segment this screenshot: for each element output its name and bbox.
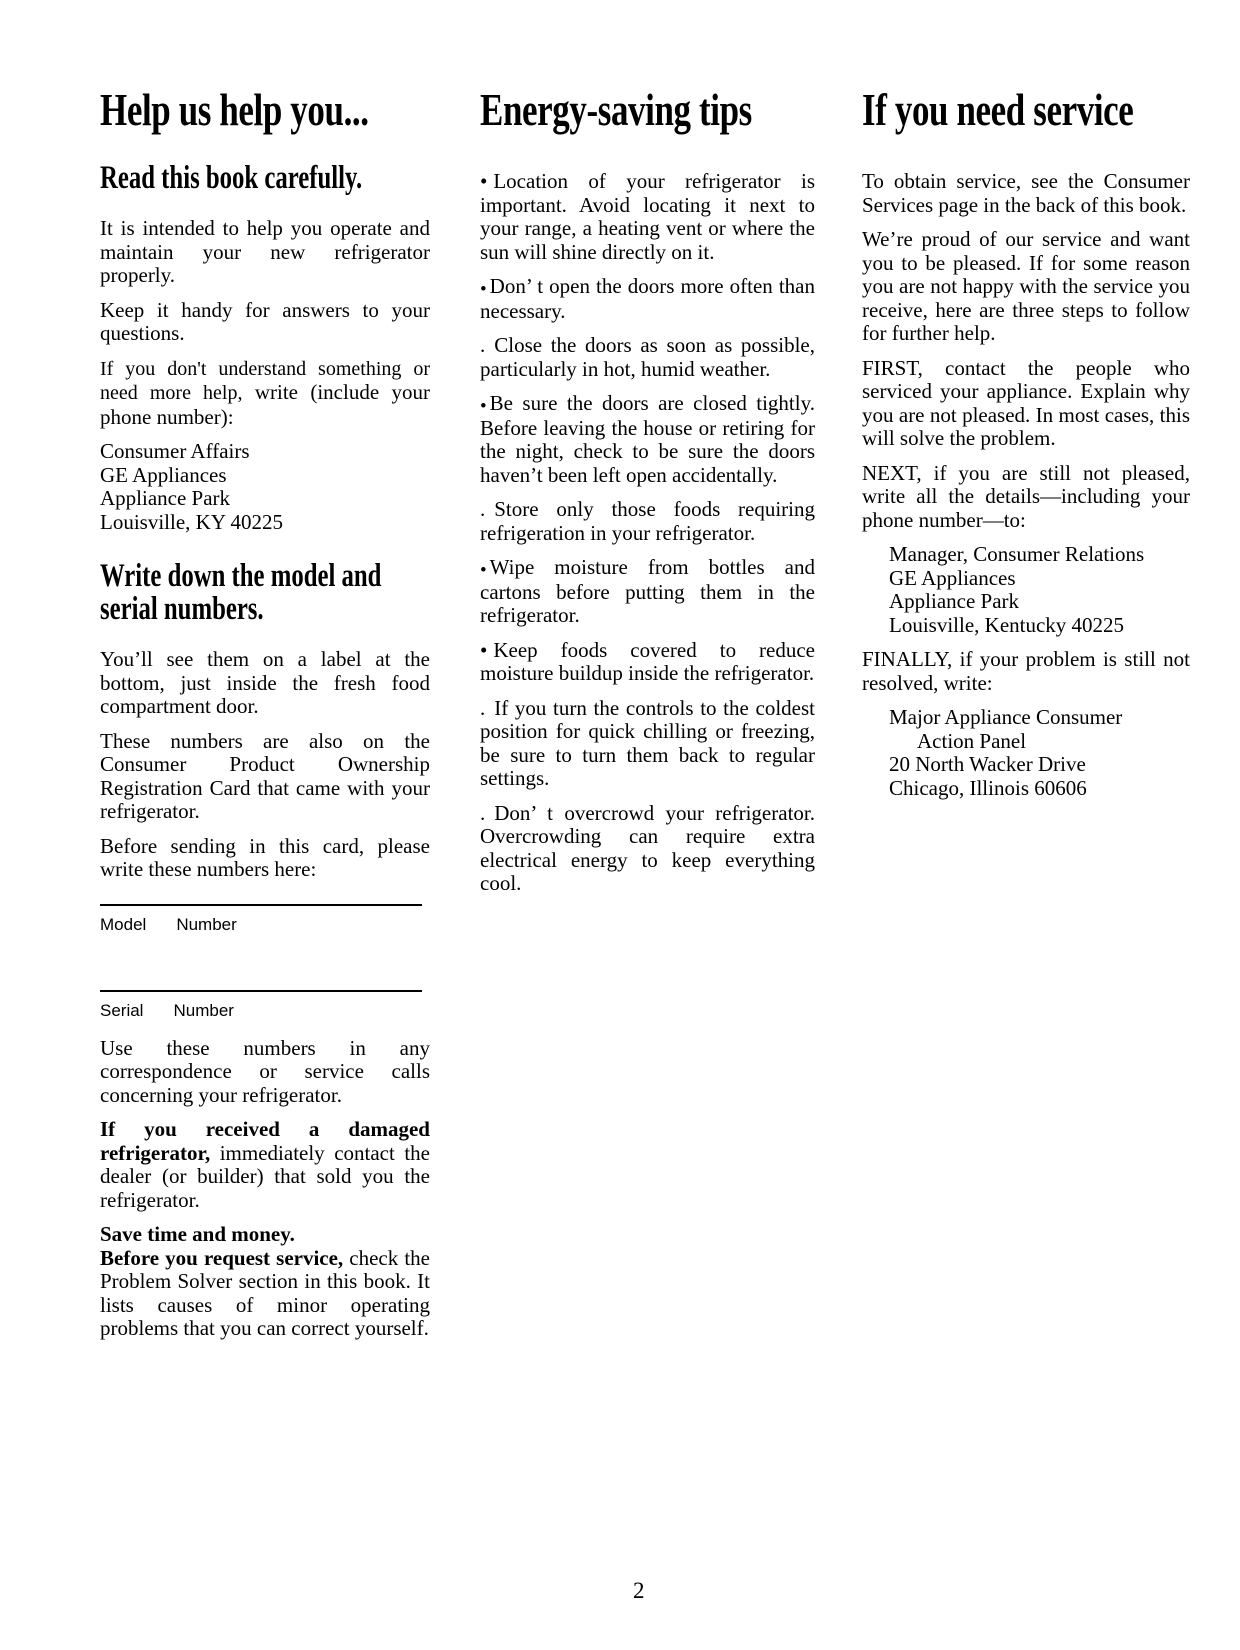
tip-text: Close the doors as soon as possible, particularly in hot, humid weather. — [480, 333, 815, 381]
address-macap — [862, 706, 1190, 800]
tip-text: Keep foods covered to reduce moisture buildup inside the refrigerator. — [480, 637, 815, 685]
tip-text: If you turn the controls to the coldest position for quick chilling or freezing, be sure to turn them back to regular settings. — [480, 695, 815, 790]
tip-doors-closed-tightly — [480, 392, 815, 487]
model-number-label — [100, 915, 430, 935]
address-line: 20 North Wacker Drive — [889, 752, 1086, 776]
section-heading-read-carefully: Read this book carefully. — [100, 160, 363, 196]
paragraph-lead: If you don't understand something or need more help, — [100, 357, 430, 404]
bullet-icon: • — [480, 560, 487, 581]
tip-location — [480, 170, 815, 264]
number-label: Number — [176, 914, 237, 934]
paragraph-keep-handy: Keep it handy for answers to your questions. — [100, 297, 430, 345]
serial-label: Serial — [100, 1000, 144, 1020]
save-rest: check the Problem Solver section in this book. It lists causes of minor operating problems that you can correct yourself. — [100, 1245, 430, 1340]
column-service — [862, 86, 1190, 811]
tip-controls — [480, 697, 815, 791]
tip-close-doors — [480, 334, 815, 381]
column-title-help: Help us help you... — [100, 84, 369, 135]
tip-overcrowd — [480, 802, 815, 896]
save-time-bold: Save time and money. — [100, 1222, 295, 1246]
paragraph-before-sending: Before sending in this card, please write these numbers here: — [100, 833, 430, 881]
address-line: Appliance Park — [100, 486, 231, 510]
tip-text: Don’ t overcrowd your refrigerator. Overcrowding can require extra electrical energy to keep everything cool. — [480, 800, 815, 895]
bullet-icon: • — [480, 169, 488, 193]
paragraph-intended: It is intended to help you operate and maintain your new refrigerator properly. — [100, 216, 430, 287]
section-heading-model-serial: Write down the model and serial numbers. — [100, 558, 382, 627]
number-label: Number — [173, 1000, 234, 1020]
bullet-icon: • — [480, 279, 487, 300]
address-line: Action Panel — [917, 728, 1027, 753]
column-title-service: If you need service — [862, 84, 1134, 135]
tip-text: Location of your refrigerator is important. Avoid locating it next to your range, a heating vent or where the sun will shine directly on it. — [480, 169, 815, 264]
tip-text: Be sure the doors are closed tightly. Before leaving the house or retiring for the night, check to be sure the doors haven’t been left open accidentally. — [480, 391, 815, 487]
dot-bullet-icon: . — [480, 497, 486, 521]
serial-number-label — [100, 1001, 430, 1021]
tip-store-foods — [480, 498, 815, 545]
paragraph-label-location: You’ll see them on a label at the bottom, just inside the fresh food compartment door. — [100, 647, 430, 718]
tip-text: Store only those foods requiring refrigeration in your refrigerator. — [480, 497, 815, 545]
before-request-bold: Before you request service, — [100, 1245, 344, 1270]
paragraph-registration-card: These numbers are also on the Consumer Product Ownership Registration Card that came with your refrigerator. — [100, 728, 430, 823]
paragraph-rest: write (include your phone number): — [100, 380, 431, 429]
address-consumer-relations — [862, 543, 1190, 637]
column-help-us — [100, 86, 430, 1352]
paragraph-damaged — [100, 1118, 430, 1212]
address-line: Appliance Park — [889, 589, 1020, 613]
address-line: GE Appliances — [889, 565, 1016, 590]
address-consumer-affairs — [100, 440, 430, 534]
column-title-energy: Energy-saving tips — [480, 84, 752, 135]
paragraph-dont-understand — [100, 357, 430, 430]
dot-bullet-icon: . — [480, 333, 486, 357]
damaged-rest: immediately contact the dealer (or builder) that sold you the refrigerator. — [100, 1140, 430, 1212]
tip-text: Wipe moisture from bottles and cartons before putting them in the refrigerator. — [480, 555, 815, 627]
paragraph-use-numbers: Use these numbers in any correspondence or service calls concerning your refrigerator. — [100, 1035, 430, 1107]
damaged-lead-bold: If you received a damaged refrigerator, — [100, 1117, 430, 1165]
dot-bullet-icon: . — [480, 695, 486, 720]
page-number: 2 — [633, 1578, 645, 1603]
address-line: Chicago, Illinois 60606 — [889, 775, 1087, 800]
model-serial-writein-area — [100, 904, 430, 1021]
address-line: Major Appliance Consumer — [889, 705, 1123, 729]
paragraph-finally: FINALLY, if your problem is still not resolved, write: — [862, 647, 1190, 695]
address-line: GE Appliances — [100, 462, 227, 487]
tip-wipe-moisture — [480, 556, 815, 628]
paragraph-save-time — [100, 1223, 430, 1341]
serial-number-blank-line[interactable] — [100, 990, 422, 992]
paragraph-first: FIRST, contact the people who serviced your appliance. Explain why you are not pleased. In most cases, this will solve the problem. — [862, 355, 1190, 450]
bullet-icon: • — [480, 637, 488, 662]
paragraph-proud: We’re proud of our service and want you to be pleased. If for some reason you are not happy with the service you receive, here are three steps to follow for further help. — [862, 227, 1190, 345]
bullet-icon: • — [480, 396, 487, 417]
address-line: Louisville, Kentucky 40225 — [889, 612, 1125, 637]
paragraph-next: NEXT, if you are still not pleased, write all the details—including your phone number—to: — [862, 460, 1190, 532]
address-line: Louisville, KY 40225 — [100, 509, 283, 534]
model-label: Model — [100, 914, 147, 934]
model-number-blank-line[interactable] — [100, 904, 422, 906]
column-energy-tips — [480, 86, 815, 907]
tip-keep-covered — [480, 639, 815, 686]
paragraph-obtain-service: To obtain service, see the Consumer Services page in the back of this book. — [862, 169, 1190, 217]
tip-doors-open — [480, 275, 815, 323]
address-line: Manager, Consumer Relations — [889, 542, 1145, 566]
address-line: Consumer Affairs — [100, 439, 250, 463]
dot-bullet-icon: . — [480, 800, 486, 825]
tip-text: Don’ t open the doors more often than necessary. — [480, 274, 815, 323]
